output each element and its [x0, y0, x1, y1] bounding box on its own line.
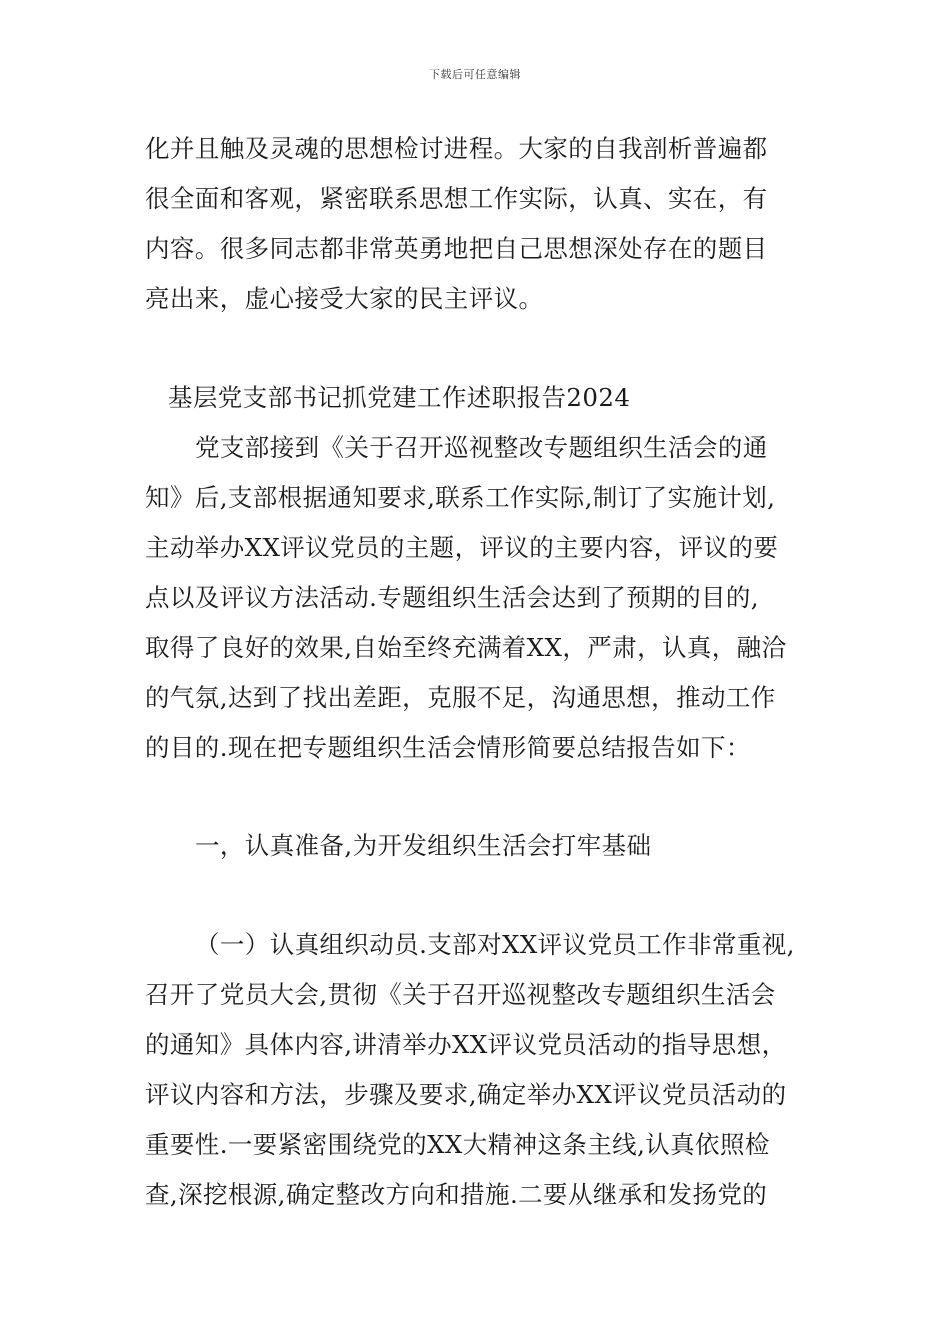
paragraph-line: 取得了良好的效果,自始至终充满着XX，严肃，认真，融洽 [145, 633, 787, 662]
paragraph-line: 查,深挖根源,确定整改方向和措施.二要从继承和发扬党的 [145, 1180, 768, 1209]
section-title: 基层党支部书记抓党建工作述职报告2024 [168, 383, 631, 412]
section-heading: 一，认真准备,为开发组织生活会打牢基础 [195, 831, 652, 860]
paragraph-line: 重要性.一要紧密围绕党的XX大精神这条主线,认真依照检 [145, 1130, 770, 1159]
paragraph-line: 很全面和客观，紧密联系思想工作实际，认真、实在，有 [145, 184, 768, 213]
paragraph-line: 亮出来，虚心接受大家的民主评议。 [145, 284, 544, 313]
paragraph-line: 知》后,支部根据通知要求,联系工作实际,制订了实施计划, [145, 483, 776, 512]
paragraph-line: 的目的.现在把专题组织生活会情形简要总结报告如下： [145, 733, 751, 762]
paragraph-line: 的气氛,达到了找出差距，克服不足，沟通思想，推动工作 [145, 683, 776, 712]
paragraph-line: 党支部接到《关于召开巡视整改专题组织生活会的通 [195, 433, 768, 462]
paragraph-line: 召开了党员大会,贯彻《关于召开巡视整改专题组织生活会 [145, 980, 776, 1009]
paragraph-line: 内容。很多同志都非常英勇地把自己思想深处存在的题目 [145, 234, 768, 263]
paragraph-line: 评议内容和方法，步骤及要求,确定举办XX评议党员活动的 [145, 1080, 787, 1109]
paragraph-line: 主动举办XX评议党员的主题，评议的主要内容，评议的要 [145, 533, 779, 562]
paragraph-line: 化并且触及灵魂的思想检讨进程。大家的自我剖析普遍都 [145, 134, 768, 163]
paragraph-line: 的通知》具体内容,讲清举办XX评议党员活动的指导思想， [145, 1030, 787, 1059]
paragraph-line: 点以及评议方法活动.专题组织生活会达到了预期的目的, [145, 583, 759, 612]
page-header: 下载后可任意编辑 [429, 68, 521, 81]
paragraph-line: （一）认真组织动员.支部对XX评议党员工作非常重视, [195, 930, 795, 959]
